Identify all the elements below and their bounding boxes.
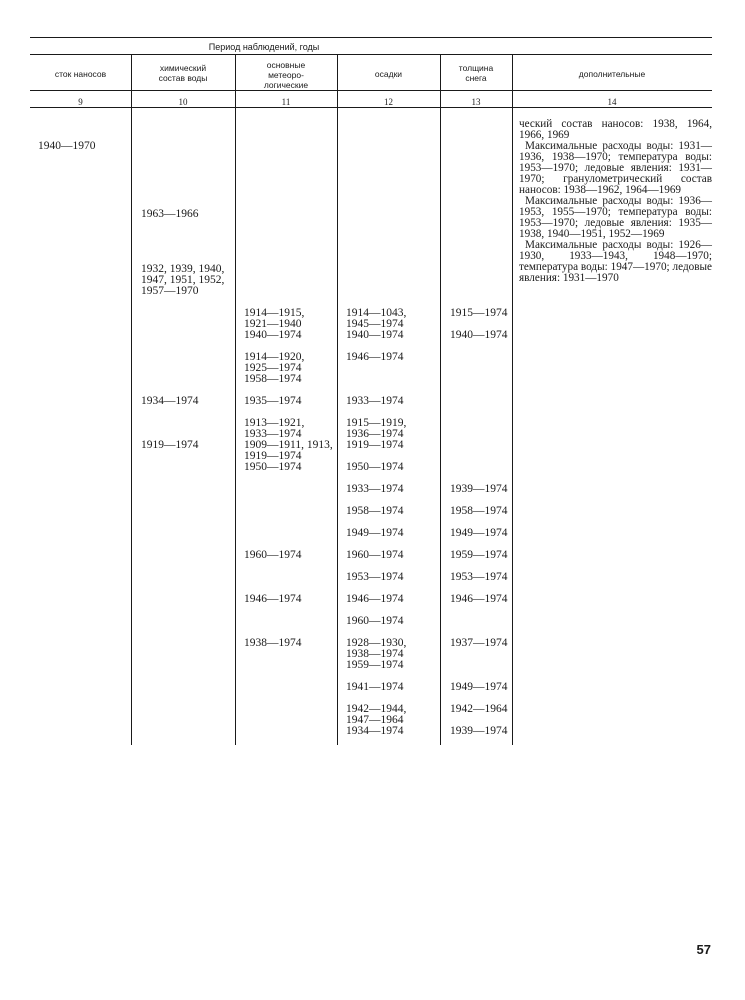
precipitation-cell: 1941—1974 [346,681,404,693]
colnum-14: 14 [607,97,617,107]
header-col11: основные метеоро- логические [263,60,309,90]
colnum-13: 13 [471,97,481,107]
sediment-runoff-cell: 1940—1970 [38,140,96,152]
meteo-cell: 1938—1974 [244,637,302,649]
water-chemistry-cell: 1932, 1939, 1940, 1947, 1951, 1952, 1957—1970 [141,263,225,297]
precipitation-cell: 1928—1930, 1938—1974 1959—1974 [346,637,407,671]
header-col14: дополнительные [578,69,646,79]
snow-depth-cell: 1949—1974 [450,681,508,693]
snow-depth-cell: 1949—1974 [450,527,508,539]
header-bottom-rule [30,90,712,91]
subheader-rule [30,54,712,55]
period-title: Период наблюдений, годы [208,42,320,52]
note-paragraph: Максимальные расходы воды: 1936—1953, 1955—1970; температура воды: 1953—1970; ледовые явления: 1935—1938, 1940—1951, 1952—1969 [519,195,712,240]
precipitation-cell: 1953—1974 [346,571,404,583]
header-col9: сток наносов [54,69,107,79]
water-chemistry-cell: 1963—1966 [141,208,199,220]
precipitation-cell: 1960—1974 [346,549,404,561]
header-col12: осадки [374,69,403,79]
water-chemistry-cell: 1934—1974 [141,395,199,407]
note-paragraph: Максимальные расходы воды: 1926—1930, 1933—1943, 1948—1970; температура воды: 1947—1970; ледовые явления: 1931—1970 [519,239,712,284]
precipitation-cell: 1949—1974 [346,527,404,539]
meteo-cell: 1914—1915, 1921—1940 1940—1974 [244,307,305,341]
precipitation-cell: 1960—1974 [346,615,404,627]
additional-notes [519,119,712,284]
page-number: 57 [696,942,711,957]
snow-depth-cell: 1915—1974 [450,307,508,319]
meteo-cell: 1935—1974 [244,395,302,407]
precipitation-cell: 1914—1043, 1945—1974 1940—1974 [346,307,407,341]
precipitation-cell: 1958—1974 [346,505,404,517]
colnum-12: 12 [384,97,393,107]
precipitation-cell: 1946—1974 [346,351,404,363]
meteo-cell: 1946—1974 [244,593,302,605]
snow-depth-cell: 1937—1974 [450,637,508,649]
top-rule [30,37,712,38]
colnum-9: 9 [78,97,83,107]
colnum-10: 10 [178,97,188,107]
precipitation-cell: 1950—1974 [346,461,404,473]
precipitation-cell: 1946—1974 [346,593,404,605]
snow-depth-cell: 1939—1974 [450,725,508,737]
snow-depth-cell: 1959—1974 [450,549,508,561]
snow-depth-cell: 1953—1974 [450,571,508,583]
snow-depth-cell: 1946—1974 [450,593,508,605]
precipitation-cell: 1933—1974 [346,395,404,407]
note-paragraph: ческий состав наносов: 1938, 1964, 1966, 1969 [519,118,712,141]
meteo-cell: 1960—1974 [244,549,302,561]
col-divider [337,107,338,745]
colnum-11: 11 [281,97,291,107]
precipitation-cell: 1933—1974 [346,483,404,495]
note-paragraph: Максимальные расходы воды: 1931—1936, 1938—1970; температура воды: 1953—1970; ледовые явления: 1931—1970; гранулометрический состав наносов: 1938—1962, 1964—1969 [519,140,712,196]
snow-depth-cell: 1939—1974 [450,483,508,495]
col-divider [131,107,132,745]
precipitation-cell: 1942—1944, 1947—1964 1934—1974 [346,703,407,737]
meteo-cell: 1913—1921, 1933—1974 1909—1911, 1913, 1919—1974 1950—1974 [244,417,333,473]
snow-depth-cell: 1942—1964 [450,703,508,715]
col-divider [235,107,236,745]
col-divider [440,107,441,745]
colnum-bottom-rule [30,107,712,108]
meteo-cell: 1914—1920, 1925—1974 1958—1974 [244,351,305,385]
col-divider [512,107,513,745]
water-chemistry-cell: 1919—1974 [141,439,199,451]
header-col10: химический состав воды [158,63,208,83]
header-col13: толщина снега [458,63,494,83]
snow-depth-cell: 1958—1974 [450,505,508,517]
snow-depth-cell: 1940—1974 [450,329,508,341]
precipitation-cell: 1915—1919, 1936—1974 1919—1974 [346,417,407,451]
